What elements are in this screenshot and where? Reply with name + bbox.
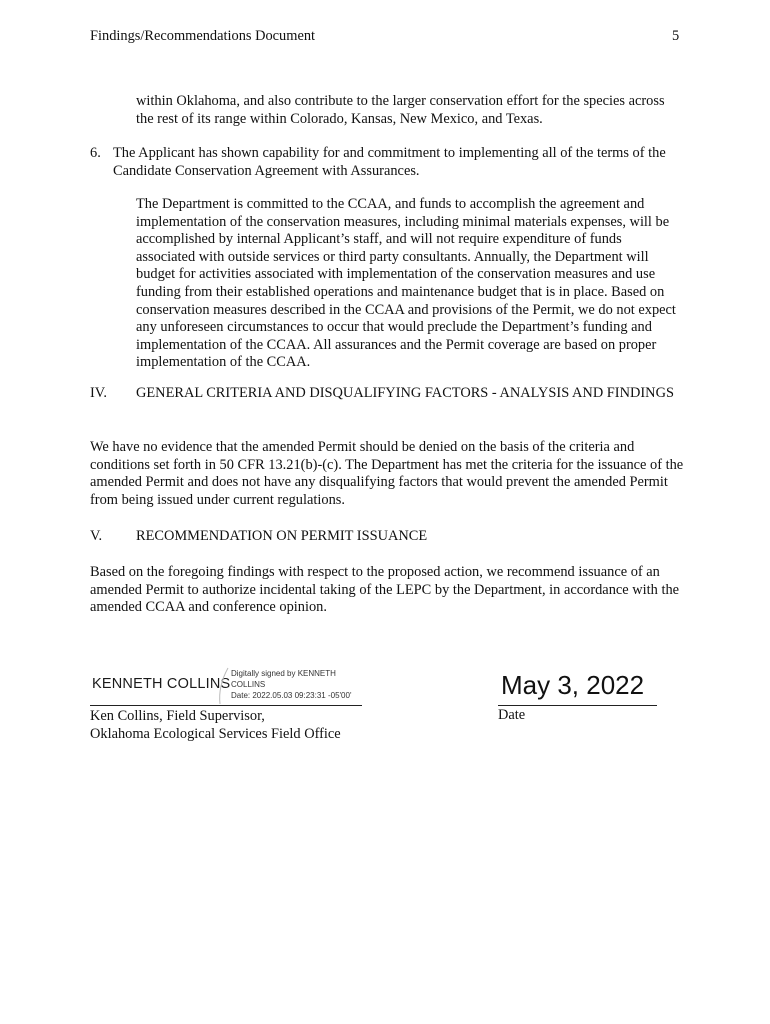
date-line bbox=[498, 705, 657, 706]
page-number: 5 bbox=[672, 28, 680, 44]
signer-title-line-1: Ken Collins, Field Supervisor, bbox=[90, 708, 265, 724]
digital-signature-line-1: Digitally signed by KENNETH bbox=[231, 669, 336, 678]
section-5-number: V. bbox=[90, 528, 103, 544]
continued-paragraph: within Oklahoma, and also contribute to the larger conservation effort for the species across the rest of its range within Colorado, Kansas, New Mexico, and Texas. bbox=[136, 93, 665, 127]
signature-divider-icon bbox=[214, 666, 232, 706]
digital-signature-info bbox=[231, 668, 366, 701]
item-6-detail-paragraph: The Department is committed to the CCAA, and funds to accomplish the agreement and implementation of the conservation measures, including minimal materials expenses, will be accomplished by internal Applicant’s staff, and will not require expenditure of funds associated with outside services or third party consultants. Annually, the Department will budget for activities associated with implementation of the conservation measures and use funding from their established operations and maintenance budget that is in place. Based on conservation measures described in the CCAA and provisions of the Permit, we do not expect any unforeseen circumstances to occur that would preclude the Department’s funding and implementation of the CCAA. All assurances and the Permit coverage are based on proper implementation of the CCAA. bbox=[136, 196, 676, 371]
section-5-heading: RECOMMENDATION ON PERMIT ISSUANCE bbox=[136, 528, 428, 544]
section-4-paragraph: We have no evidence that the amended Permit should be denied on the basis of the criteria and conditions set forth in 50 CFR 13.21(b)-(c). The Department has met the criteria for the issuance of the amended Permit and does not have any disqualifying factors that would prevent the amended Permit from being issued under current regulations. bbox=[90, 439, 684, 508]
date-value: May 3, 2022 bbox=[501, 670, 645, 700]
section-4-number: IV. bbox=[90, 385, 107, 401]
signature-line bbox=[90, 705, 362, 706]
section-5-paragraph: Based on the foregoing findings with respect to the proposed action, we recommend issuance of an amended Permit to authorize incidental taking of the LEPC by the Department, in accordance with the amended CCAA and conference opinion. bbox=[90, 564, 680, 616]
signature-name: KENNETH COLLINS bbox=[92, 676, 231, 692]
section-4-heading: GENERAL CRITERIA AND DISQUALIFYING FACTORS - ANALYSIS AND FINDINGS bbox=[136, 385, 674, 401]
signer-title-line-2: Oklahoma Ecological Services Field Office bbox=[90, 726, 341, 742]
date-label: Date bbox=[498, 707, 526, 723]
header-title: Findings/Recommendations Document bbox=[90, 28, 316, 44]
digital-signature-line-2: COLLINS bbox=[231, 680, 266, 689]
item-6-number: 6. bbox=[90, 145, 101, 161]
item-6-text: The Applicant has shown capability for and commitment to implementing all of the terms of the Candidate Conservation Agreement with Assurances. bbox=[113, 145, 666, 179]
digital-signature-line-3: Date: 2022.05.03 09:23:31 -05'00' bbox=[231, 691, 352, 700]
signer-title bbox=[90, 707, 341, 743]
